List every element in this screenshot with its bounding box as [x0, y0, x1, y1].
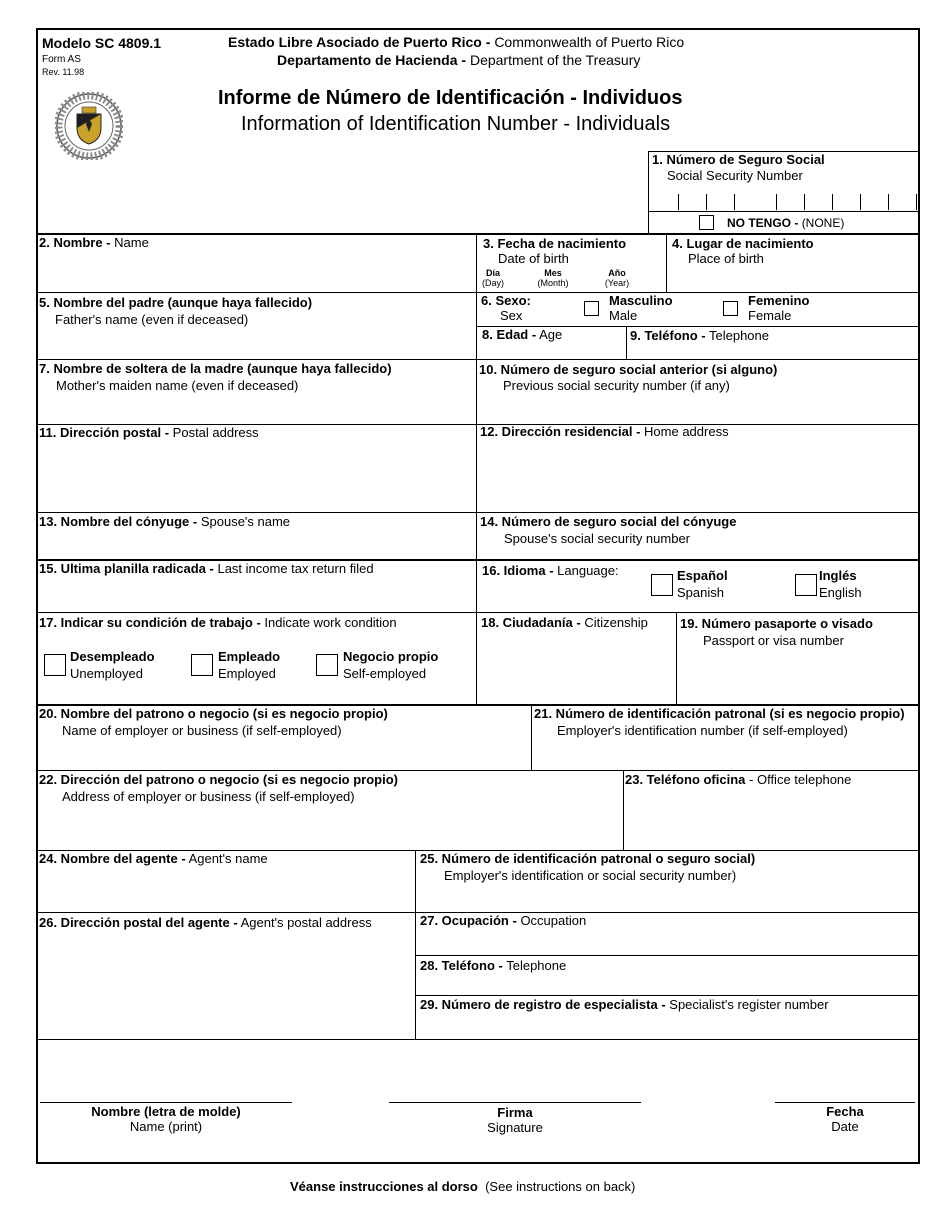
f13-label: 13. Nombre del cónyuge - Spouse's name [39, 514, 291, 529]
f22-label-en: Address of employer or business (if self-employed) [62, 789, 355, 804]
spanish-label: Español [677, 568, 728, 583]
f4-label: 4. Lugar de nacimiento [672, 236, 814, 251]
employed-label: Empleado [218, 649, 281, 664]
f27-label: 27. Ocupación - Occupation [420, 913, 587, 928]
employed-label-en: Employed [218, 666, 276, 681]
f20-label: 20. Nombre del patrono o negocio (si es negocio propio) [39, 706, 388, 721]
f29-label: 29. Número de registro de especialista - Specialist's register number [420, 997, 829, 1012]
name-line[interactable] [40, 1102, 292, 1103]
f2-label: 2. Nombre - Name [39, 235, 149, 250]
signature-label: Firma [497, 1105, 533, 1120]
f12-label: 12. Dirección residencial - Home address [480, 424, 729, 439]
form-model: Modelo SC 4809.1 [42, 35, 162, 51]
f19-label: 19. Número pasaporte o visado [680, 616, 873, 631]
f14-label-en: Spouse's social security number [504, 531, 691, 546]
instructions-note: Véanse instrucciones al dorso (See instructions on back) [290, 1179, 636, 1194]
date-label: Fecha [826, 1104, 864, 1119]
f10-label-en: Previous social security number (if any) [503, 378, 730, 393]
f25-label: 25. Número de identificación patronal o seguro social) [420, 851, 756, 866]
f5-label-en: Father's name (even if deceased) [55, 312, 249, 327]
f28-label: 28. Teléfono - Telephone [420, 958, 567, 973]
f8-label: 8. Edad - Age [482, 327, 563, 342]
self-employed-label-en: Self-employed [343, 666, 427, 681]
signature-label-en: Signature [487, 1120, 543, 1135]
print-name-label: Nombre (letra de molde) [91, 1104, 241, 1119]
year-label-en: (Year) [604, 278, 630, 288]
f4-label-en: Place of birth [688, 251, 764, 266]
form-as: Form AS [42, 54, 81, 65]
f3-label-en: Date of birth [498, 251, 569, 266]
form-frame [36, 28, 920, 1164]
f19-label-en: Passport or visa number [703, 633, 844, 648]
f25-label-en: Employer's identification or social security number) [444, 868, 737, 883]
hacienda-seal-icon [55, 92, 123, 160]
day-label-en: (Day) [482, 278, 504, 288]
year-label: Año [608, 268, 626, 278]
none-checkbox[interactable] [699, 215, 714, 230]
f17-label: 17. Indicar su condición de trabajo - Indicate work condition [39, 615, 397, 630]
self-employed-label: Negocio propio [343, 649, 439, 664]
none-label: NO TENGO - (NONE) [727, 216, 845, 230]
spanish-label-en: Spanish [677, 585, 724, 600]
english-label: Inglés [819, 568, 857, 583]
form-title: Informe de Número de Identificación - Individuos [218, 87, 683, 109]
f21-label-en: Employer's identification number (if self-employed) [557, 723, 848, 738]
employed-checkbox[interactable] [191, 654, 213, 676]
f3-label: 3. Fecha de nacimiento [483, 236, 627, 251]
signature-line[interactable] [389, 1102, 641, 1103]
print-name-label-en: Name (print) [129, 1119, 203, 1134]
unemployed-checkbox[interactable] [44, 654, 66, 676]
f1-label: 1. Número de Seguro Social [652, 152, 825, 167]
f9-label: 9. Teléfono - Telephone [630, 328, 769, 343]
male-checkbox[interactable] [584, 301, 599, 316]
f24-label: 24. Nombre del agente - Agent's name [39, 851, 268, 866]
english-label-en: English [819, 585, 862, 600]
self-employed-checkbox[interactable] [316, 654, 338, 676]
female-label: Femenino [748, 293, 810, 308]
agency-line: Estado Libre Asociado de Puerto Rico - Commonwealth of Puerto Rico [228, 34, 685, 50]
f6-label: 6. Sexo: [481, 293, 531, 308]
form-subtitle: Information of Identification Number - Individuals [241, 113, 671, 135]
english-checkbox[interactable] [795, 574, 817, 596]
f21-label: 21. Número de identificación patronal (si es negocio propio) [534, 706, 905, 721]
day-label: Día [485, 268, 500, 278]
f23-label: 23. Teléfono oficina - Office telephone [625, 772, 852, 787]
department-line: Departamento de Hacienda - Department of the Treasury [277, 52, 641, 68]
month-label: Mes [544, 268, 562, 278]
male-label: Masculino [609, 293, 673, 308]
female-checkbox[interactable] [723, 301, 738, 316]
f26-label: 26. Dirección postal del agente - Agent's postal address [39, 915, 372, 930]
f10-label: 10. Número de seguro social anterior (si alguno) [479, 362, 778, 377]
f7-label-en: Mother's maiden name (even if deceased) [56, 378, 299, 393]
f16-label: 16. Idioma - Language: [482, 563, 619, 578]
f6-label-en: Sex [500, 308, 523, 323]
f7-label: 7. Nombre de soltera de la madre (aunque haya fallecido) [39, 361, 392, 376]
f20-label-en: Name of employer or business (if self-employed) [62, 723, 342, 738]
date-label-en: Date [831, 1119, 859, 1134]
f15-label: 15. Ultima planilla radicada - Last income tax return filed [39, 561, 374, 576]
male-label-en: Male [609, 308, 638, 323]
f11-label: 11. Dirección postal - Postal address [39, 425, 259, 440]
f14-label: 14. Número de seguro social del cónyuge [480, 514, 737, 529]
unemployed-label: Desempleado [70, 649, 155, 664]
female-label-en: Female [748, 308, 792, 323]
spanish-checkbox[interactable] [651, 574, 673, 596]
f18-label: 18. Ciudadanía - Citizenship [481, 615, 648, 630]
f1-label-en: Social Security Number [667, 168, 803, 183]
unemployed-label-en: Unemployed [70, 666, 143, 681]
f5-label: 5. Nombre del padre (aunque haya fallecido) [39, 295, 313, 310]
date-line[interactable] [775, 1102, 915, 1103]
f22-label: 22. Dirección del patrono o negocio (si es negocio propio) [39, 772, 398, 787]
month-label-en: (Month) [537, 278, 569, 288]
form-rev: Rev. 11.98 [42, 67, 85, 77]
